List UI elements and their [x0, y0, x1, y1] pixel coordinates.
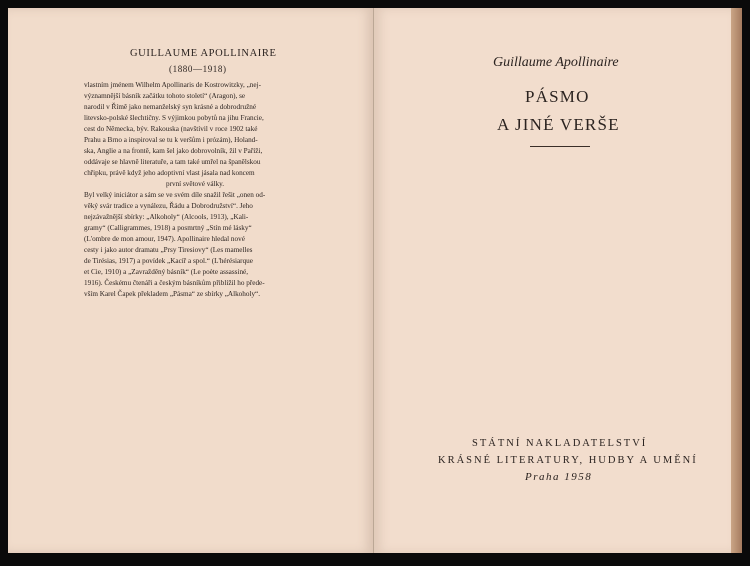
- publisher-line1: STÁTNÍ NAKLADATELSTVÍ: [472, 438, 648, 449]
- body-line: vším Karel Čapek překladem „Pásma“ ze sbírky „Alkoholy“.: [84, 290, 261, 298]
- body-line: Byl velký iniciátor a sám se ve svém díle snažil řešit „onen od-: [84, 191, 266, 199]
- body-line: oddávaje se hlavně literatuře, a tam také umřel na španělskou: [84, 158, 261, 166]
- body-line: et Cie, 1910) a „Zavražděný básník“ (Le poète assassiné,: [84, 268, 249, 276]
- body-line: cest do Německa, býv. Rakouska (navštívil v roce 1902 také: [84, 125, 258, 133]
- body-line: významnější básník začátku tohoto století“ (Aragon), se: [84, 92, 246, 100]
- body-line: de Tirésias, 1917) a povídek „Kacíř a spol.“ (L'hérésiarque: [84, 257, 253, 265]
- author-name: Guillaume Apollinaire: [493, 55, 619, 70]
- book-title-line1: PÁSMO: [525, 87, 590, 106]
- body-line: litevsko-polské šlechtičny. S výjimkou pobytů na jihu Francie,: [84, 114, 264, 122]
- body-line: ska, Anglie a na frontě, kam šel jako dobrovolník, žil v Paříži,: [84, 147, 263, 155]
- body-line: první světové války.: [166, 180, 225, 188]
- body-line: narodil v Římě jako nemanželský syn krásné a dobrodružné: [84, 103, 257, 111]
- book-edge: [731, 8, 742, 553]
- body-line: věký svár tradice a vynálezu, Řádu a Dobrodružství“. Jeho: [84, 202, 253, 210]
- body-line: gramy“ (Calligrammes, 1918) a posmrtný „Stín mé lásky“: [84, 224, 252, 232]
- body-line: nejzávažnější sbírky: „Alkoholy“ (Alcools, 1913), „Kali-: [84, 213, 249, 221]
- place-year: Praha 1958: [525, 471, 593, 483]
- biography-heading: GUILLAUME APOLLINAIRE: [130, 48, 277, 59]
- title-divider: [530, 146, 590, 147]
- publisher-line2: KRÁSNÉ LITERATURY, HUDBY A UMĚNÍ: [438, 455, 698, 466]
- body-line: 1916). Českému čtenáři a českým básníkům přiblížil ho přede-: [84, 279, 265, 287]
- body-line: cesty i jako autor dramatu „Prsy Tiresiovy“ (Les mamelles: [84, 246, 253, 254]
- body-line: (L'ombre de mon amour, 1947). Apollinaire hledal nové: [84, 235, 245, 243]
- body-line: Prahu a Brno a inspiroval se tu k veršům i prózám), Holand-: [84, 136, 258, 144]
- body-line: vlastním jménem Wilhelm Apollinaris de Kostrowitzky, „nej-: [84, 81, 261, 89]
- book-title-line2: A JINÉ VERŠE: [497, 115, 620, 134]
- body-line: chřipku, právě když jeho adoptivní vlast jásala nad koncem: [84, 169, 255, 177]
- biography-dates: (1880—1918): [169, 64, 227, 74]
